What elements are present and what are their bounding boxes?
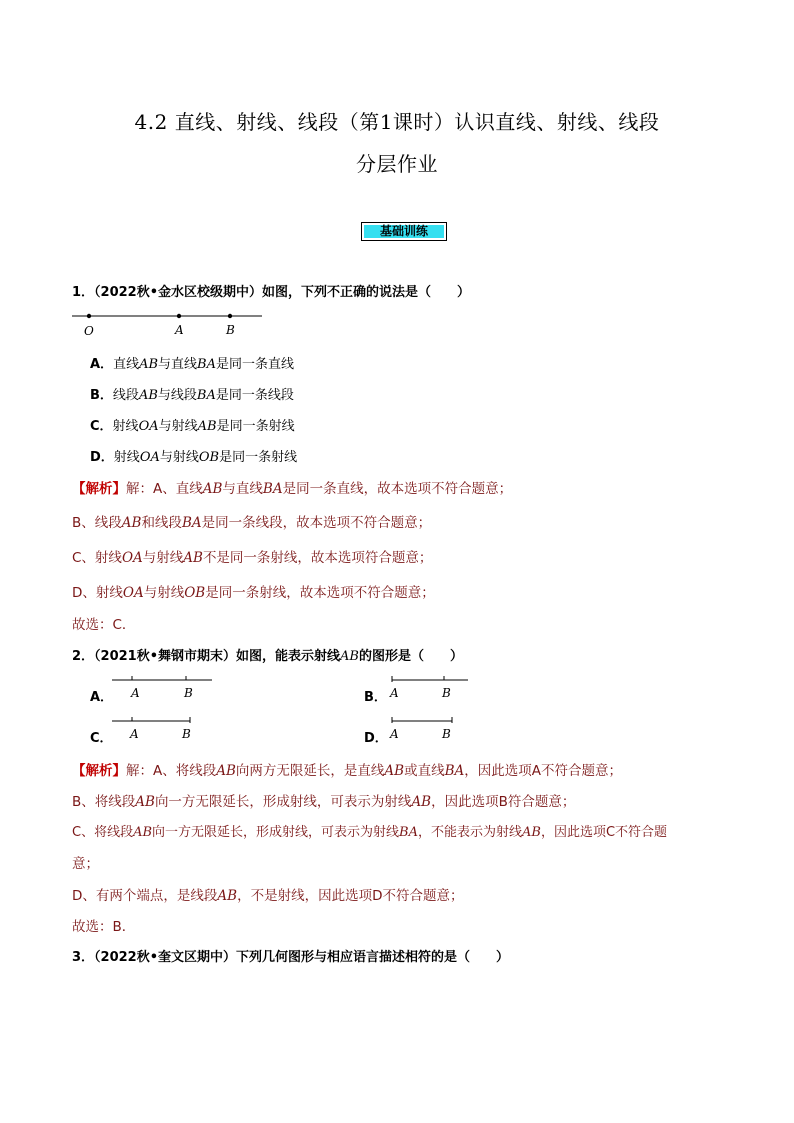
page-subtitle: 分层作业 xyxy=(356,152,438,176)
point-o xyxy=(87,314,91,318)
label-b: B xyxy=(182,727,191,741)
question-1-figure xyxy=(72,306,268,340)
point-a-label: A xyxy=(175,323,184,337)
question-2-option-c-label: C． xyxy=(90,731,113,746)
question-2-option-d-label: D． xyxy=(364,731,388,746)
question-1-option-b: B．线段AB与线段BA是同一条线段 xyxy=(90,388,294,403)
section-badge xyxy=(361,222,447,241)
question-1-option-d: D．射线OA与射线OB是同一条射线 xyxy=(90,450,298,465)
question-2-analysis-line-3b: 意； xyxy=(72,856,99,872)
label-b: B xyxy=(442,727,451,741)
question-2-option-c-figure xyxy=(110,715,200,745)
point-b-label: B xyxy=(226,323,235,337)
point-b xyxy=(228,314,232,318)
question-3-stem: 3．（2022秋•奎文区期中）下列几何图形与相应语言描述相符的是（ ） xyxy=(72,950,510,965)
label-a: A xyxy=(130,727,139,741)
label-a: A xyxy=(131,686,140,700)
label-b: B xyxy=(184,686,193,700)
question-2-option-b-figure xyxy=(386,674,470,704)
question-1-option-c: C．射线OA与射线AB是同一条射线 xyxy=(90,419,295,434)
question-1-option-a: A．直线AB与直线BA是同一条直线 xyxy=(90,357,295,372)
question-1-analysis-line-2: B、线段AB和线段BA是同一条线段，故本选项不符合题意； xyxy=(72,515,432,531)
question-1-analysis-line-1: 【解析】解：A、直线AB与直线BA是同一条直线，故本选项不符合题意； xyxy=(72,481,513,497)
label-a: A xyxy=(390,686,399,700)
question-2-option-b-label: B． xyxy=(364,690,387,705)
point-a xyxy=(177,314,181,318)
question-2-analysis-line-2: B、将线段AB向一方无限延长，形成射线，可表示为射线AB，因此选项B符合题意； xyxy=(72,794,576,810)
question-2-option-a-label: A． xyxy=(90,690,114,705)
label-b: B xyxy=(442,686,451,700)
section-badge-label: 基础训练 xyxy=(364,225,444,238)
page-title: 4.2 直线、射线、线段（第1课时）认识直线、射线、线段 xyxy=(134,110,660,134)
question-1-stem: 1．（2022秋•金水区校级期中）如图，下列不正确的说法是（ ） xyxy=(72,285,471,300)
question-2-option-d-figure xyxy=(386,715,460,745)
question-1-analysis-line-4: D、射线OA与射线OB是同一条射线，故本选项不符合题意； xyxy=(72,585,435,601)
question-1-analysis-line-3: C、射线OA与射线AB不是同一条射线，故本选项符合题意； xyxy=(72,550,433,566)
question-2-analysis-line-1: 【解析】解：A、将线段AB向两方无限延长，是直线AB或直线BA，因此选项A不符合题意； xyxy=(72,763,623,779)
question-2-option-a-figure xyxy=(110,674,214,704)
question-2-stem: 2．（2021秋•舞钢市期末）如图，能表示射线AB的图形是（ ） xyxy=(72,649,464,664)
question-2-analysis-line-3: C、将线段AB向一方无限延长，形成射线，可表示为射线BA，不能表示为射线AB，因此选项C不符合题 xyxy=(72,825,668,840)
question-2-conclusion: 故选：B． xyxy=(72,919,136,935)
question-1-conclusion: 故选：C． xyxy=(72,617,136,633)
point-o-label: O xyxy=(84,324,94,338)
question-2-analysis-line-4: D、有两个端点，是线段AB，不是射线，因此选项D不符合题意； xyxy=(72,888,464,904)
label-a: A xyxy=(390,727,399,741)
